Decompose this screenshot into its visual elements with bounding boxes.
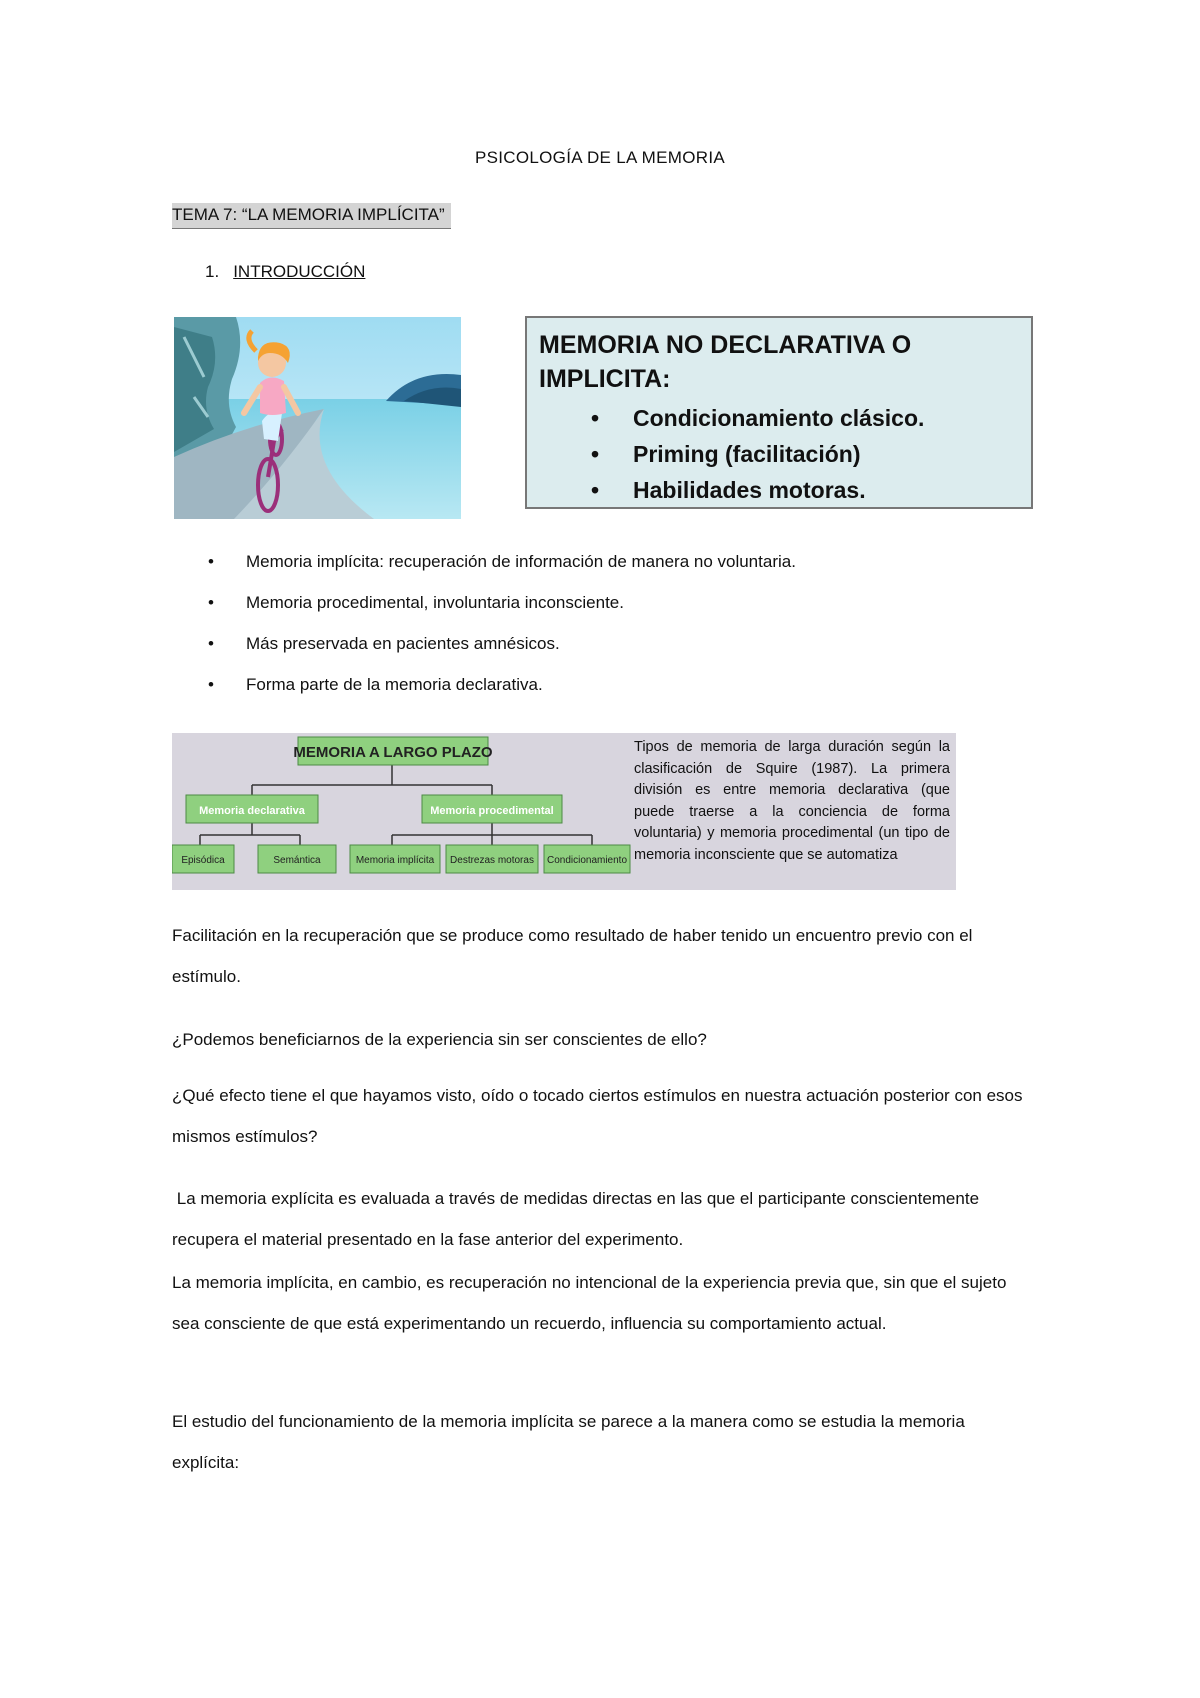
paragraph: La memoria explícita es evaluada a través de medidas directas en las que el participante conscientemente recupera el material presentado en la fase anterior del experimento. <box>172 1189 984 1249</box>
paragraph: El estudio del funcionamiento de la memoria implícita se parece a la manera como se estudia la memoria explícita: <box>172 1412 965 1472</box>
nondeclarative-memory-box <box>525 316 1033 509</box>
document-title: PSICOLOGÍA DE LA MEMORIA <box>475 148 725 167</box>
diagram-leaf-label: Memoria implícita <box>355 855 435 866</box>
bullet-icon: • <box>591 477 600 503</box>
diagram-caption: Tipos de memoria de larga duración según la clasificación de Squire (1987). La primera división es entre memoria declarativa (que puede traerse a la conciencia de forma voluntaria) y memoria procedimental (un tipo de memoria inconsciente que se automatiza <box>634 739 950 863</box>
section-number: 1. <box>205 262 220 281</box>
bullet-icon: • <box>208 634 214 653</box>
tema-heading: TEMA 7: “LA MEMORIA IMPLÍCITA” <box>172 203 451 229</box>
bullet-icon: • <box>208 593 214 612</box>
section-heading <box>205 262 365 282</box>
section-label: INTRODUCCIÓN <box>233 262 366 281</box>
nondeclarative-list-item: • Condicionamiento clásico. <box>539 400 1019 436</box>
diagram-leaf-label: Semántica <box>273 855 321 866</box>
nondeclarative-box-title: MEMORIA NO DECLARATIVA O IMPLICITA: <box>539 331 912 393</box>
bicycle-illustration <box>174 317 461 519</box>
paragraph: La memoria implícita, en cambio, es recuperación no intencional de la experiencia previa que, sin que el sujeto sea consciente de que está experimentando un recuerdo, influencia su comportamiento actual. <box>172 1273 1007 1333</box>
list-item: • Memoria implícita: recuperación de información de manera no voluntaria. <box>208 552 796 571</box>
bullet-list <box>208 552 796 716</box>
paragraph: ¿Qué efecto tiene el que hayamos visto, oído o tocado ciertos estímulos en nuestra actuación posterior con esos mismos estímulos? <box>172 1086 1023 1146</box>
bullet-icon: • <box>591 441 600 467</box>
long-term-memory-diagram <box>172 733 956 890</box>
list-item: • Memoria procedimental, involuntaria inconsciente. <box>208 593 624 612</box>
nondeclarative-list <box>539 400 1019 508</box>
paragraph: Facilitación en la recuperación que se produce como resultado de haber tenido un encuentro previo con el estímulo. <box>172 926 973 986</box>
diagram-leaf-label: Destrezas motoras <box>450 855 534 866</box>
bullet-icon: • <box>591 405 600 431</box>
diagram-leaf-label: Condicionamiento <box>546 855 628 866</box>
bullet-icon: • <box>208 552 214 571</box>
paragraph: ¿Podemos beneficiarnos de la experiencia sin ser conscientes de ello? <box>172 1030 707 1049</box>
list-item: • Más preservada en pacientes amnésicos. <box>208 634 560 653</box>
diagram-root-label: MEMORIA A LARGO PLAZO <box>293 744 493 761</box>
diagram-procedural-label: Memoria procedimental <box>430 805 554 817</box>
bullet-icon: • <box>208 675 214 694</box>
diagram-leaf-label: Episódica <box>181 855 225 866</box>
nondeclarative-list-item: • Priming (facilitación) <box>539 436 1019 472</box>
list-item: • Forma parte de la memoria declarativa. <box>208 675 543 694</box>
nondeclarative-list-item: • Habilidades motoras. <box>539 472 1019 508</box>
diagram-tree <box>172 733 632 890</box>
diagram-declarative-label: Memoria declarativa <box>199 805 305 817</box>
